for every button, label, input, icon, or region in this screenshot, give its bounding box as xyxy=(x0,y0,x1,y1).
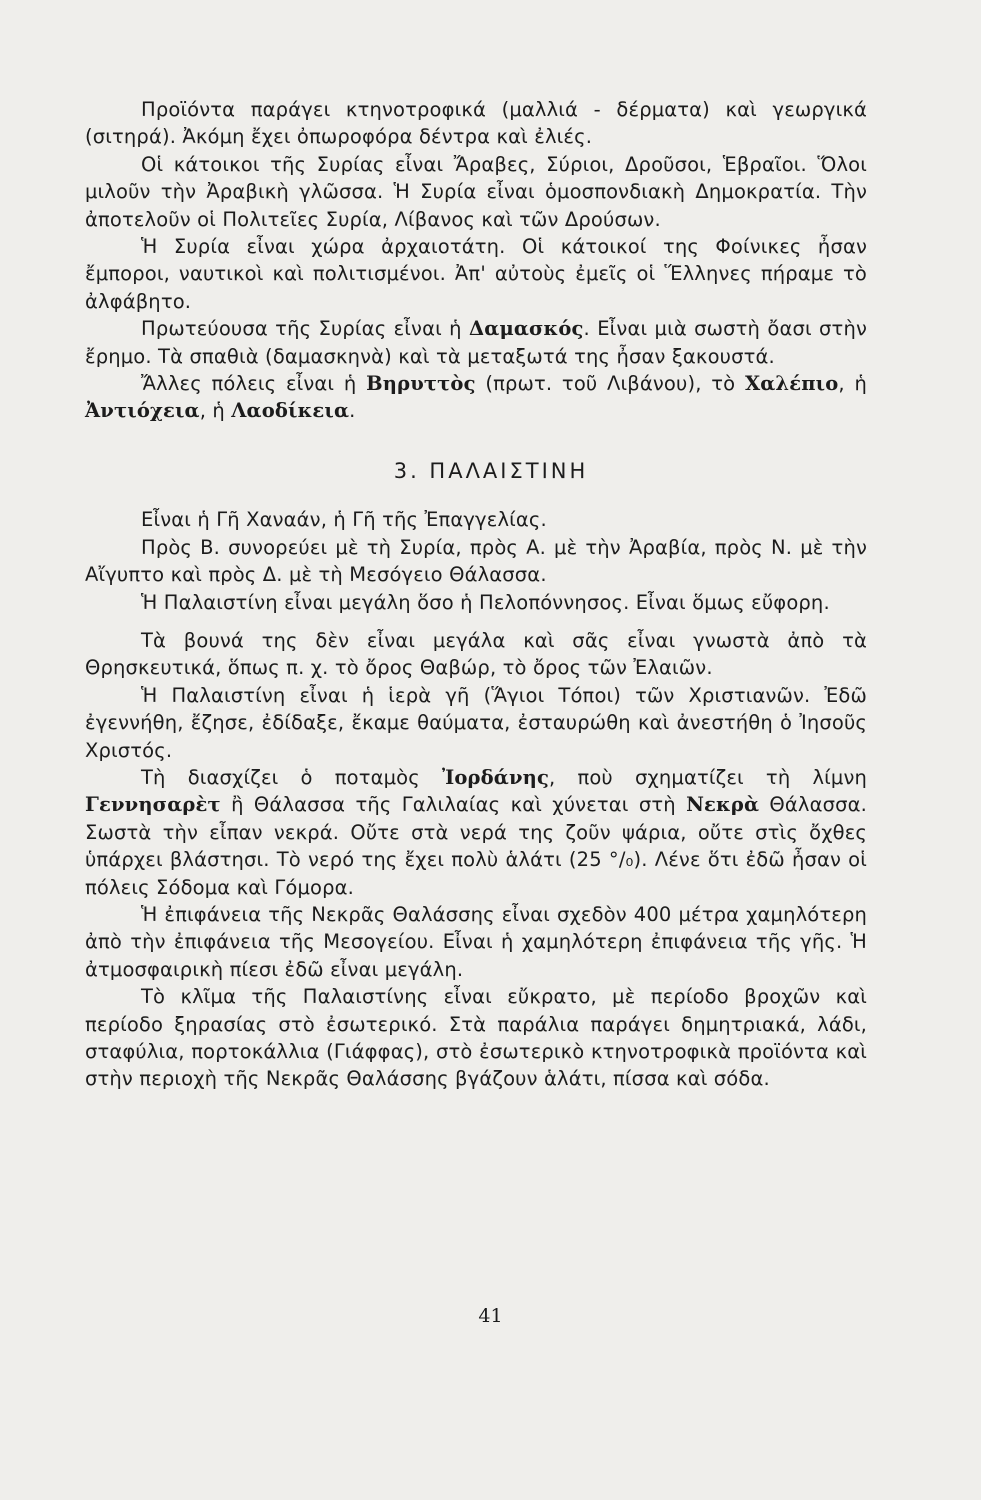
capital-text-pre: Πρωτεύουσα τῆς Συρίας εἶναι ἡ xyxy=(141,317,470,341)
jordan-text: Θάλασσα. Σωστὰ τὴν εἶπαν νεκρά. Οὔτε στὰ νερά της ζοῦν ψάρια, οὔτε στὶς ὄχθες ὑπάρχει βλάστησι. Τὸ νερό της ἔχει πολὺ ἁλάτι (25 °/₀). Λένε ὅτι ἐδῶ ἦσαν οἱ πόλεις Σόδομα καὶ Γόμορα. xyxy=(85,793,867,899)
lake-gennesaret: Γεννησαρὲτ xyxy=(85,793,221,817)
paragraph-climate: Τὸ κλῖμα τῆς Παλαιστίνης εἶναι εὔκρατο, μὲ περίοδο βροχῶν καὶ περίοδο ξηρασίας στὸ ἐσωτερικό. Στὰ παράλια παράγει δημητριακά, λάδι, σταφύλια, πορτοκάλλια (Γιάφφας), στὸ ἐσωτερικὸ κτηνοτροφικὰ προϊόντα καὶ στὴν περιοχὴ τῆς Νεκρᾶς Θαλάσσης βγάζουν ἁλάτι, πίσσα καὶ σόδα. xyxy=(85,985,867,1091)
paragraph-holy-land: Ἡ Παλαιστίνη εἶναι ἡ ἱερὰ γῆ (Ἅγιοι Τόποι) τῶν Χριστιανῶν. Ἐδῶ ἐγεννήθη, ἔζησε, ἐδίδαξε, ἔκαμε θαύματα, ἐσταυρώθη καὶ ἀνεστήθη ὁ Ἰησοῦς Χριστός. xyxy=(85,683,867,762)
jordan-text: , ποὺ σχηματίζει τὴ λίμνη xyxy=(548,765,868,789)
cities-text: (πρωτ. τοῦ Λιβάνου), τὸ xyxy=(475,372,745,396)
body-text xyxy=(85,96,867,1093)
city-antioch: Ἀντιόχεια xyxy=(85,399,200,423)
cities-text: , ἡ xyxy=(199,399,232,423)
paragraph-products: Προϊόντα παράγει κτηνοτροφικά (μαλλιά - δέρματα) καὶ γεωργικά (σιτηρά). Ἀκόμη ἔχει ὀπωροφόρα δέντρα καὶ ἐλιές. xyxy=(85,98,867,149)
capital-damascus: Δαμασκός xyxy=(469,317,584,341)
paragraph-ancient: Ἡ Συρία εἶναι χώρα ἀρχαιοτάτη. Οἱ κάτοικοί της Φοίνικες ἦσαν ἔμποροι, ναυτικοὶ καὶ πολιτισμένοι. Ἀπ' αὐτοὺς ἐμεῖς οἱ Ἕλληνες πήραμε τὸ ἀλφάβητο. xyxy=(85,235,867,313)
dead-sea: Νεκρὰ xyxy=(686,793,760,817)
capital-text-post: . Εἶναι μιὰ σωστὴ ὄασι στὴν ἔρημο. Τὰ σπαθιὰ (δαμασκηνὰ) καὶ τὰ μεταξωτά της ἦσαν ξακουστά. xyxy=(85,317,868,368)
city-aleppo: Χαλέπιο xyxy=(744,372,839,396)
paragraph-dead-sea-level: Ἡ ἐπιφάνεια τῆς Νεκρᾶς Θαλάσσης εἶναι σχεδὸν 400 μέτρα χαμηλότερη ἀπὸ τὴν ἐπιφάνεια τῆς Μεσογείου. Εἶναι ἡ χαμηλότερη ἐπιφάνεια τῆς γῆς. Ἡ ἀτμοσφαιρικὴ πίεσι ἐδῶ εἶναι μεγάλη. xyxy=(85,902,867,981)
paragraph-inhabitants: Οἱ κάτοικοι τῆς Συρίας εἶναι Ἄραβες, Σύριοι, Δροῦσοι, Ἑβραῖοι. Ὅλοι μιλοῦν τὴν Ἀραβικὴ γλῶσσα. Ἡ Συρία εἶναι ὁμοσπονδιακὴ Δημοκρατία. Τὴν ἀποτελοῦν οἱ Πολιτεῖες Συρία, Λίβανος καὶ τῶν Δρούσων. xyxy=(85,152,867,231)
cities-text: Ἄλλες πόλεις εἶναι ἡ xyxy=(141,372,367,396)
river-jordan: Ἰορδάνης xyxy=(441,765,549,789)
cities-text: , ἡ xyxy=(838,372,867,396)
paragraph-borders: Πρὸς Β. συνορεύει μὲ τὴ Συρία, πρὸς Α. μὲ τὴν Ἀραβία, πρὸς Ν. μὲ τὴν Αἴγυπτο καὶ πρὸς Δ. μὲ τὴ Μεσόγειο Θάλασσα. xyxy=(85,535,867,587)
paragraph-jordan xyxy=(85,764,867,901)
jordan-text: ἢ Θάλασσα τῆς Γαλιλαίας καὶ χύνεται στὴ xyxy=(220,793,687,817)
paragraph-size: Ἡ Παλαιστίνη εἶναι μεγάλη ὅσο ἡ Πελοπόννησος. Εἶναι ὅμως εὔφορη. xyxy=(141,590,830,614)
jordan-text: Τὴ διασχίζει ὁ ποταμὸς xyxy=(141,765,442,789)
cities-text: . xyxy=(349,399,356,423)
city-laodicea: Λαοδίκεια xyxy=(231,399,350,423)
page-number: 41 xyxy=(478,1305,503,1327)
section-heading: 3. ΠΑΛΑΙΣΤΙΝΗ xyxy=(393,458,589,483)
paragraph-other-cities xyxy=(85,370,867,425)
city-beirut: Βηρυττὸς xyxy=(366,372,476,396)
paragraph-capital xyxy=(85,315,867,370)
paragraph-promised-land: Εἶναι ἡ Γῆ Χαναάν, ἡ Γῆ τῆς Ἐπαγγελίας. xyxy=(141,508,547,532)
paragraph-mountains: Τὰ βουνά της δὲν εἶναι μεγάλα καὶ σᾶς εἶναι γνωστὰ ἀπὸ τὰ Θρησκευτικά, ὅπως π. χ. τὸ ὄρος Θαβώρ, τὸ ὄρος τῶν Ἐλαιῶν. xyxy=(85,628,867,680)
